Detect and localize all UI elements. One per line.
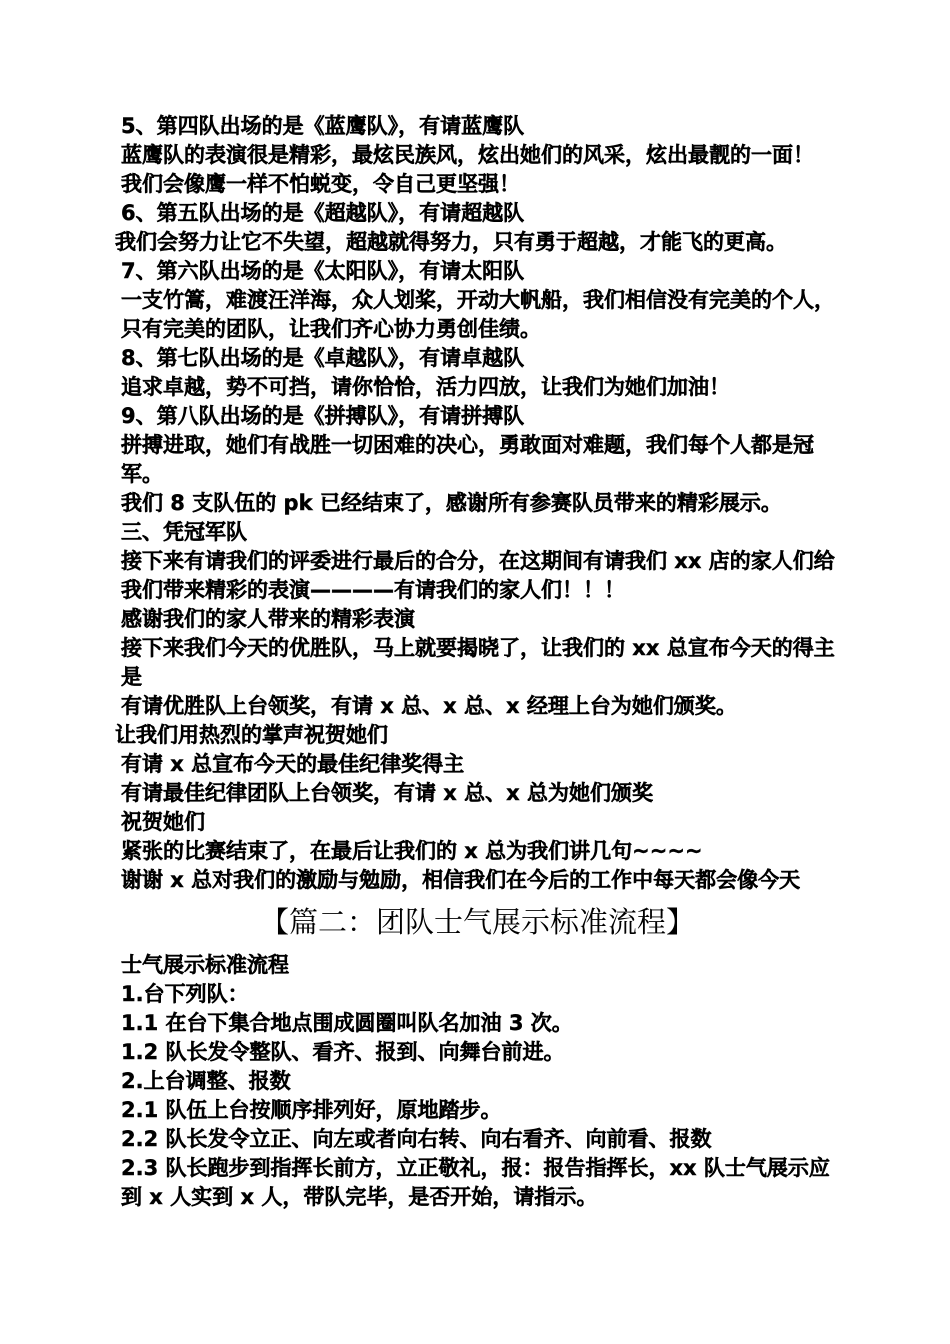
paragraph: 2.2 队长发令立正、向左或者向右转、向右看齐、向前看、报数 xyxy=(121,1127,712,1151)
paragraph: 拼搏进取，她们有战胜一切困难的决心，勇敢面对难题，我们每个人都是冠军。 xyxy=(121,433,814,486)
paragraph: 三、凭冠军队 xyxy=(121,520,247,544)
paragraph: 1.2 队长发令整队、看齐、报到、向舞台前进。 xyxy=(121,1040,565,1064)
paragraph: 5、第四队出场的是《蓝鹰队》，有请蓝鹰队 xyxy=(121,114,525,138)
paragraph: 我们会努力让它不失望，超越就得努力，只有勇于超越，才能飞的更高。 xyxy=(115,230,787,254)
paragraph: 7、第六队出场的是《太阳队》，有请太阳队 xyxy=(121,259,525,283)
document-body xyxy=(115,112,840,1212)
paragraph: 1.1 在台下集合地点围成圆圈叫队名加油 3 次。 xyxy=(121,1011,573,1035)
paragraph: 6、第五队出场的是《超越队》，有请超越队 xyxy=(121,201,525,225)
paragraph: 有请优胜队上台领奖，有请 x 总、x 总、x 经理上台为她们颁奖。 xyxy=(121,694,737,718)
paragraph: 士气展示标准流程 xyxy=(121,953,289,977)
paragraph: 接下来我们今天的优胜队，马上就要揭晓了，让我们的 xx 总宣布今天的得主是 xyxy=(121,636,835,689)
section-heading: 【篇二：团队士气展示标准流程】 xyxy=(259,905,695,939)
paragraph: 蓝鹰队的表演很是精彩，最炫民族风，炫出她们的风采，炫出最靓的一面！ 我们会像鹰一样不怕蜕变，令自己更坚强！ xyxy=(121,143,814,196)
paragraph: 感谢我们的家人带来的精彩表演 xyxy=(121,607,415,631)
paragraph: 9、第八队出场的是《拼搏队》，有请拼搏队 xyxy=(121,404,525,428)
paragraph: 祝贺她们 xyxy=(121,810,205,834)
paragraph: 让我们用热烈的掌声祝贺她们 xyxy=(115,723,388,747)
paragraph: 追求卓越，势不可挡，请你恰恰，活力四放，让我们为她们加油！ xyxy=(121,375,730,399)
paragraph: 8、第七队出场的是《卓越队》，有请卓越队 xyxy=(121,346,525,370)
paragraph: 1.台下列队： xyxy=(121,982,249,1006)
paragraph: 有请 x 总宣布今天的最佳纪律奖得主 xyxy=(121,752,465,776)
paragraph: 一支竹篙，难渡汪洋海，众人划桨，开动大帆船，我们相信没有完美的个人，只有完美的团队，让我们齐心协力勇创佳绩。 xyxy=(121,288,835,341)
paragraph: 2.1 队伍上台按顺序排列好，原地踏步。 xyxy=(121,1098,502,1122)
paragraph: 2.3 队长跑步到指挥长前方，立正敬礼，报：报告指挥长，xx 队士气展示应到 x 人实到 x 人，带队完毕，是否开始，请指示。 xyxy=(121,1156,830,1209)
paragraph: 有请最佳纪律团队上台领奖，有请 x 总、x 总为她们颁奖 xyxy=(121,781,654,805)
paragraph: 紧张的比赛结束了，在最后让我们的 x 总为我们讲几句~~~~ xyxy=(121,839,703,863)
morale-procedure-section xyxy=(115,951,840,1212)
paragraph: 谢谢 x 总对我们的激励与勉励，相信我们在今后的工作中每天都会像今天 xyxy=(121,868,801,892)
paragraph: 接下来有请我们的评委进行最后的合分，在这期间有请我们 xx 店的家人们给我们带来精彩的表演————有请我们的家人们！！！ xyxy=(121,549,835,602)
paragraph: 我们 8 支队伍的 pk 已经结束了，感谢所有参赛队员带来的精彩展示。 xyxy=(121,491,782,515)
host-script-section xyxy=(115,112,840,895)
paragraph: 2.上台调整、报数 xyxy=(121,1069,291,1093)
